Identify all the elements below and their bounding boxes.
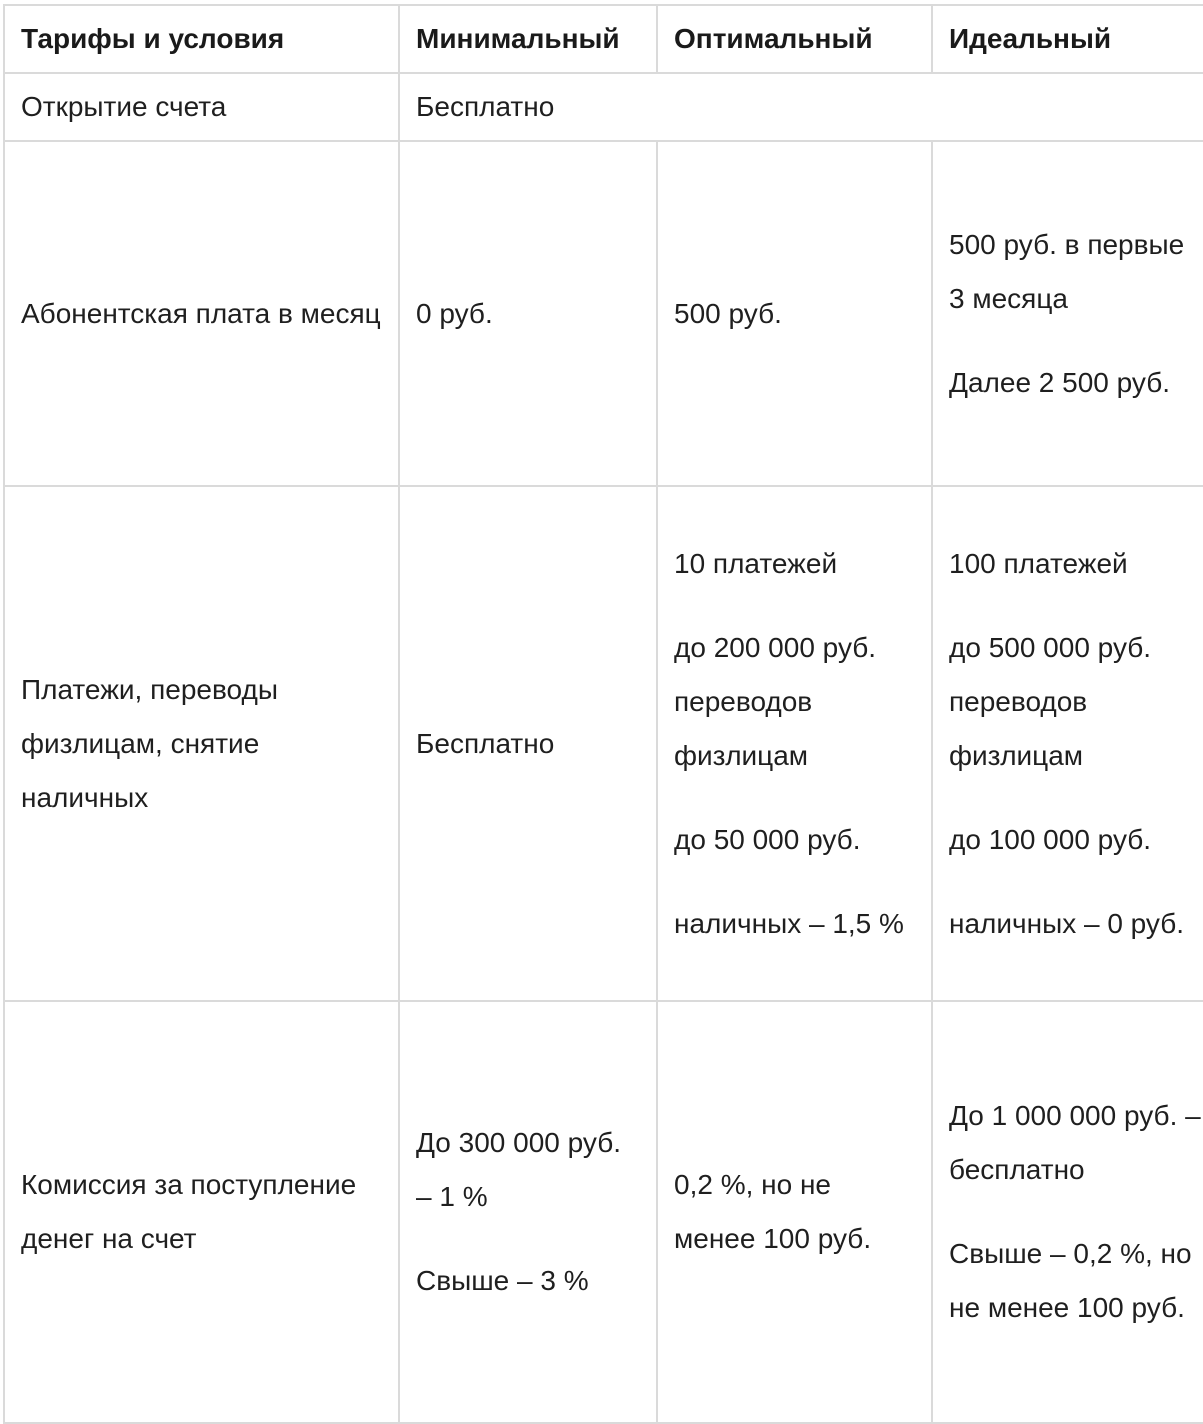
cell-text: 500 руб. в первые 3 месяца (949, 228, 1185, 314)
header-minimal: Минимальный (399, 5, 657, 73)
cell-text: До 300 000 руб. – 1 % (416, 1127, 622, 1212)
optimal-cell (657, 141, 932, 486)
cell-text: до 100 000 руб. (949, 823, 1152, 855)
table-row-incoming-commission (4, 1001, 1203, 1423)
row-label: Открытие счета (4, 73, 399, 141)
ideal-cell (932, 1001, 1203, 1423)
cell-text: до 500 000 руб. переводов физлицам (949, 631, 1152, 771)
table-header-row (4, 5, 1203, 73)
cell-text: 100 платежей (949, 547, 1128, 579)
table-row-payments (4, 486, 1203, 1001)
optimal-cell (657, 1001, 932, 1423)
row-label (4, 141, 399, 486)
cell-text: до 200 000 руб. переводов физлицам (674, 631, 877, 771)
header-tariffs-conditions: Тарифы и условия (4, 5, 399, 73)
cell-text: наличных – 1,5 % (674, 907, 904, 939)
row-label-text: Абонентская плата в месяц (21, 297, 381, 329)
tariff-comparison-table (3, 4, 1203, 1424)
row-label-text: Платежи, переводы физлицам, снятие наличных (21, 673, 278, 813)
cell-text: 0 руб. (416, 297, 493, 329)
table-row-account-opening (4, 73, 1203, 141)
minimal-cell (399, 1001, 657, 1423)
cell-text: 500 руб. (674, 297, 782, 329)
cell-text: 0,2 %, но не менее 100 руб. (674, 1169, 872, 1254)
minimal-cell (399, 141, 657, 486)
cell-text: 10 платежей (674, 547, 838, 579)
cell-text: Свыше – 0,2 %, но не менее 100 руб. (949, 1238, 1192, 1323)
table-row-monthly-fee (4, 141, 1203, 486)
minimal-cell (399, 486, 657, 1001)
cell-text: Свыше – 3 % (416, 1265, 589, 1296)
row-label (4, 1001, 399, 1423)
cell-text: Бесплатно (416, 727, 555, 759)
cell-text: до 50 000 руб. (674, 823, 861, 855)
ideal-cell (932, 486, 1203, 1001)
ideal-cell (932, 141, 1203, 486)
row-label-text: Комиссия за поступление денег на счет (21, 1169, 357, 1254)
cell-text: До 1 000 000 руб. – бесплатно (949, 1100, 1201, 1185)
cell-text: наличных – 0 руб. (949, 907, 1185, 939)
optimal-cell (657, 486, 932, 1001)
row-label (4, 486, 399, 1001)
header-ideal: Идеальный (932, 5, 1203, 73)
cell-text: Далее 2 500 руб. (949, 366, 1171, 398)
merged-value-cell: Бесплатно (399, 73, 1203, 141)
tariff-table-container (3, 4, 1203, 1424)
header-optimal: Оптимальный (657, 5, 932, 73)
